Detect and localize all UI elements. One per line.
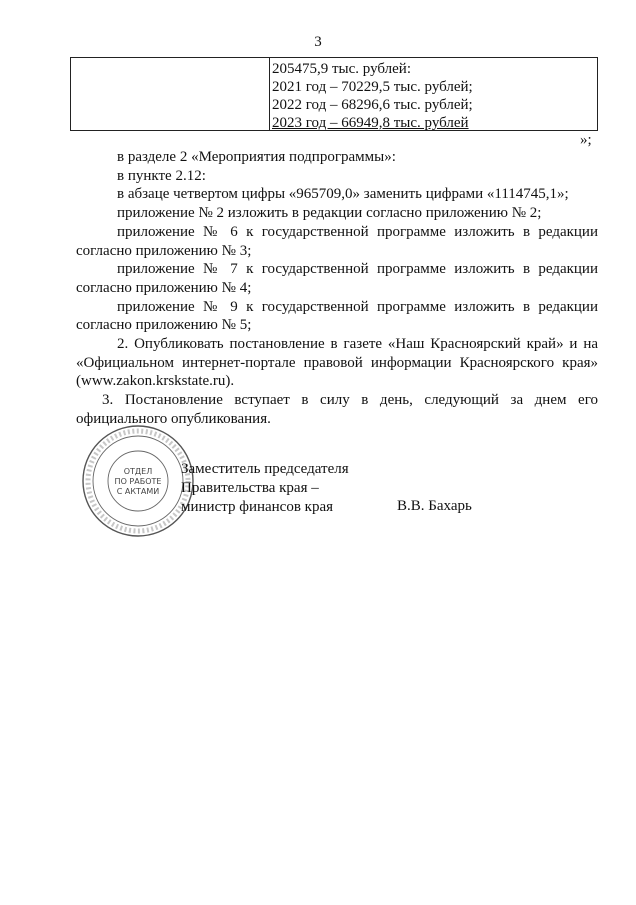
table-amount-cell [272, 60, 473, 132]
signatory-title-line: Правительства края – [181, 480, 319, 496]
paragraph: в пункте 2.12: [117, 167, 206, 184]
closing-quote: »; [580, 132, 592, 148]
table-line: 2023 год – 66949,8 тыс. рублей [272, 115, 469, 131]
paragraph: 3. Постановление вступает в силу в день, следующий за днем его официального опубликования. [76, 392, 598, 427]
paragraph: приложение № 9 к государственной программе изложить в редакции согласно приложению № 5; [76, 298, 598, 334]
paragraph: в абзаце четвертом цифры «965709,0» заменить цифрами «1114745,1»; [117, 186, 569, 203]
table-line: 205475,9 тыс. рублей: [272, 61, 411, 77]
stamp-line: ОТДЕЛ [123, 467, 153, 476]
stamp-line: ПО РАБОТЕ [114, 477, 162, 486]
page-number: 3 [314, 34, 322, 50]
table-column-divider [269, 58, 270, 130]
signatory-title-line: Заместитель председателя [181, 461, 349, 477]
paragraph: приложение № 7 к государственной программе изложить в редакции согласно приложению № 4; [76, 261, 598, 296]
paragraph: приложение № 2 изложить в редакции согласно приложению № 2; [117, 205, 542, 222]
signatory-title [181, 460, 349, 517]
amount-table [70, 57, 598, 131]
paragraph: в разделе 2 «Мероприятия подпрограммы»: [117, 149, 396, 165]
paragraph: 2. Опубликовать постановление в газете «Наш Красноярский край» и на «Официальном интернет-портале правовой информации Красноярского края» (www.zakon.krskstate.ru). [76, 336, 598, 390]
table-line: 2022 год – 68296,6 тыс. рублей; [272, 97, 473, 113]
paragraph: приложение № 6 к государственной программе изложить в редакции согласно приложению № 3; [76, 223, 598, 259]
official-stamp [80, 423, 196, 539]
signatory-title-line: министр финансов края [181, 499, 334, 515]
stamp-line: С АКТАМИ [116, 487, 160, 496]
signatory-name: В.В. Бахарь [397, 498, 472, 514]
document-body [76, 148, 598, 429]
table-line: 2021 год – 70229,5 тыс. рублей; [272, 79, 473, 95]
